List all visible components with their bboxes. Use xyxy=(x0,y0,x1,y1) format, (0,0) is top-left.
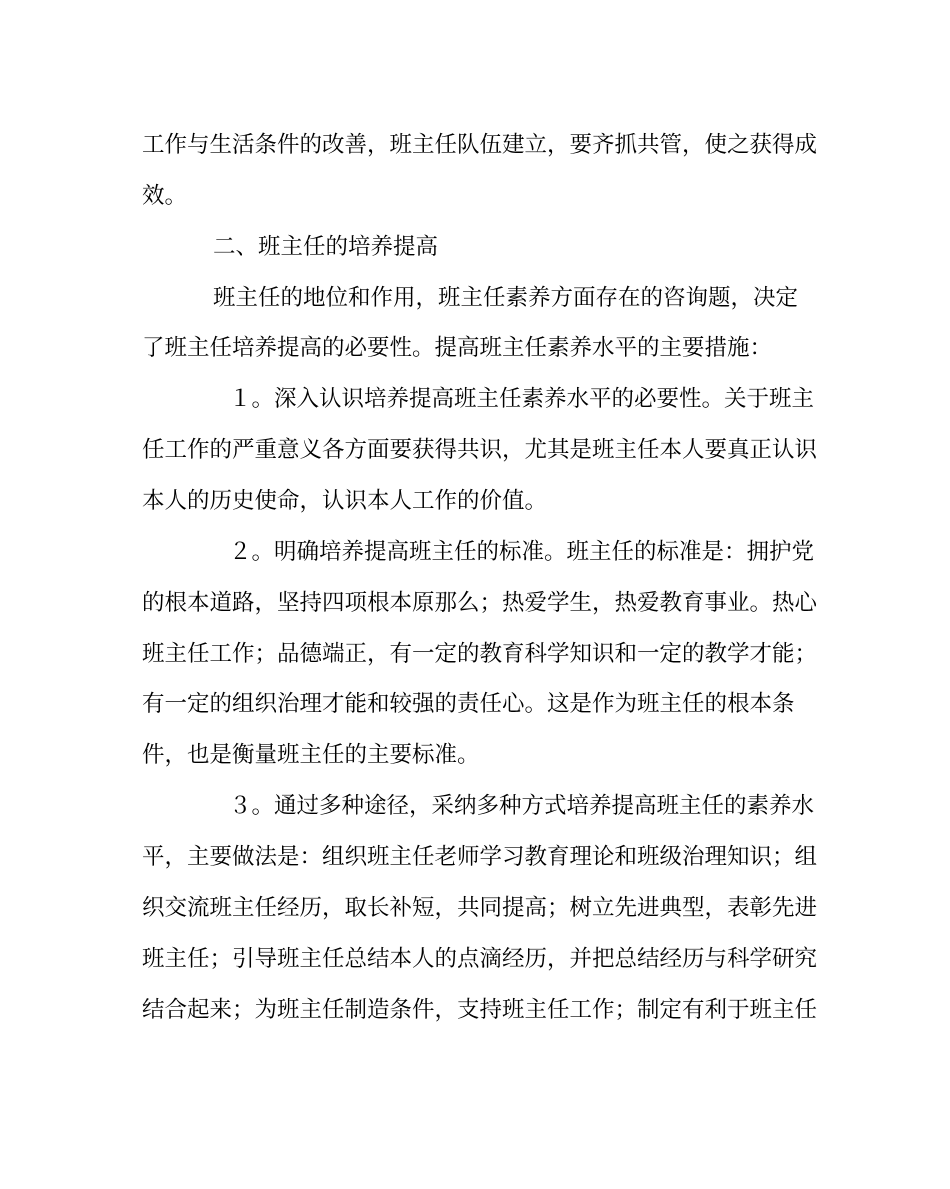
paragraph-6-line-5: 结合起来；为班主任制造条件，支持班主任工作；制定有利于班主任 xyxy=(142,997,818,1023)
paragraph-5-line-3: 班主任工作；品德端正，有一定的教育科学知识和一定的教学才能； xyxy=(142,641,818,667)
paragraph-6-line-4: 班主任；引导班主任总结本人的点滴经历，并把总结经历与科学研究 xyxy=(142,946,818,972)
paragraph-4-line-1: １。深入认识培养提高班主任素养水平的必要性。关于班主 xyxy=(229,386,815,412)
paragraph-5-line-2: 的根本道路，坚持四项根本原那么；热爱学生，热爱教育事业。热心 xyxy=(142,590,818,616)
section-heading: 二、班主任的培养提高 xyxy=(213,234,439,260)
paragraph-1-line-2: 效。 xyxy=(142,183,188,209)
paragraph-6-line-3: 织交流班主任经历，取长补短，共同提高；树立先进典型，表彰先进 xyxy=(142,895,818,921)
paragraph-1-line-1: 工作与生活条件的改善，班主任队伍建立，要齐抓共管，使之获得成 xyxy=(142,132,818,158)
paragraph-5-line-4: 有一定的组织治理才能和较强的责任心。这是作为班主任的根本条 xyxy=(142,691,795,717)
paragraph-6-line-2: 平，主要做法是：组织班主任老师学习教育理论和班级治理知识；组 xyxy=(142,844,818,870)
paragraph-3-line-1: 班主任的地位和作用，班主任素养方面存在的咨询题，决定 xyxy=(213,285,799,311)
paragraph-4-line-3: 本人的历史使命，认识本人工作的价值。 xyxy=(142,488,548,514)
paragraph-3-line-2: 了班主任培养提高的必要性。提高班主任素养水平的主要措施： xyxy=(142,335,773,361)
paragraph-5-line-5: 件，也是衡量班主任的主要标准。 xyxy=(142,742,480,768)
paragraph-6-line-1: ３。通过多种途径，采纳多种方式培养提高班主任的素养水 xyxy=(229,793,815,819)
paragraph-5-line-1: ２。明确培养提高班主任的标准。班主任的标准是：拥护党 xyxy=(229,539,815,565)
paragraph-4-line-2: 任工作的严重意义各方面要获得共识，尤其是班主任本人要真正认识 xyxy=(142,437,818,463)
